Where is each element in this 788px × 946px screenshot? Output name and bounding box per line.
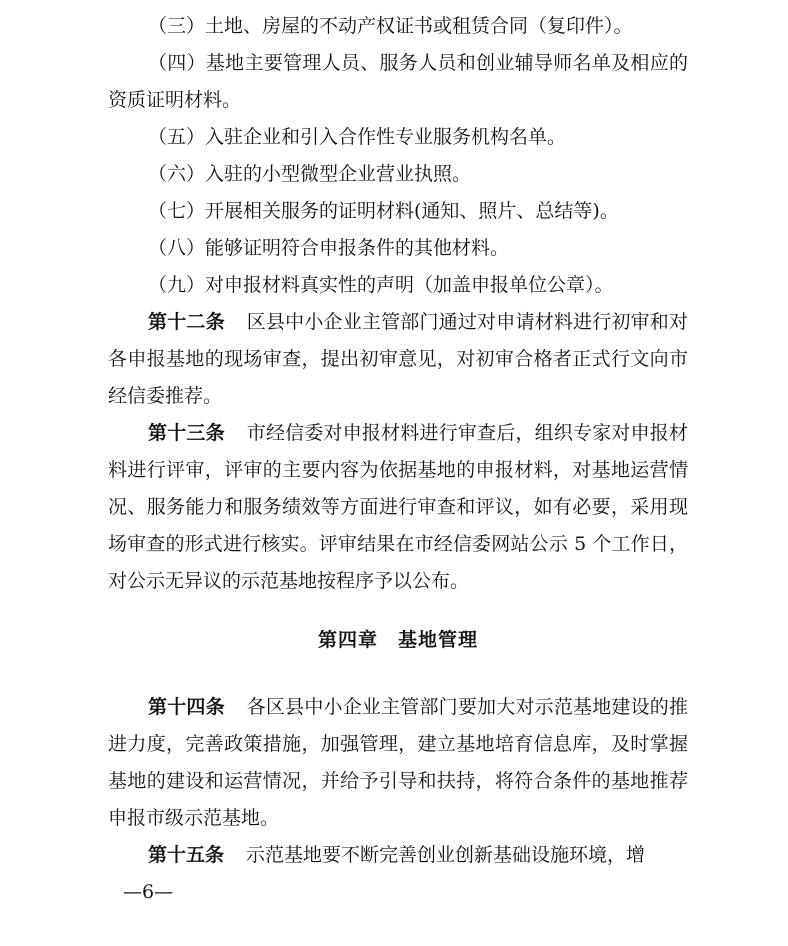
list-item-6: （六）入驻的小型微型企业营业执照。 [148,163,472,185]
article-15 [108,837,688,874]
list-item-8: （八）能够证明符合申报条件的其他材料。 [148,237,510,259]
article-13-label: 第十三条 [148,422,225,444]
article-12-text: 区县中小企业主管部门通过对申请材料进行初审和对各申报基地的现场审查，提出初审意见，对初审合格者正式行文向市经信委推荐。 [108,311,688,407]
article-13-text: 市经信委对申报材料进行审查后，组织专家对申报材料进行评审，评审的主要内容为依据基地的申报材料，对基地运营情况、服务能力和服务绩效等方面进行审查和评议，如有必要，采用现场审查的形式进行核实。评审结果在市经信委网站公示 5 个工作日，对公示无异议的示范基地按程序予以公布。 [108,422,688,592]
list-item-4: （四）基地主要管理人员、服务人员和创业辅导师名单及相应的资质证明材料。 [108,52,688,111]
list-item-7: （七）开展相关服务的证明材料(通知、照片、总结等)。 [148,200,619,222]
list-item-9: （九）对申报材料真实性的声明（加盖申报单位公章）。 [148,274,614,296]
article-14-text: 各区县中小企业主管部门要加大对示范基地建设的推进力度，完善政策措施，加强管理，建立基地培育信息库，及时掌握基地的建设和运营情况，并给予引导和扶持，将符合条件的基地推荐申报市级示范基地。 [108,696,688,829]
article-14 [108,689,688,837]
document-body [108,0,688,874]
chapter-heading: 第四章 基地管理 [317,629,478,651]
page-number: —6— [123,881,174,903]
article-12-label: 第十二条 [148,311,225,333]
list-item-3: （三）土地、房屋的不动产权证书或租赁合同（复印件）。 [148,15,633,37]
article-14-label: 第十四条 [148,696,225,718]
article-15-text: 示范基地要不断完善创业创新基础设施环境，增 [246,844,646,866]
article-13 [108,415,688,600]
list-item-5: （五）入驻企业和引入合作性专业服务机构名单。 [148,126,567,148]
article-15-label: 第十五条 [148,844,225,866]
article-12 [108,304,688,415]
